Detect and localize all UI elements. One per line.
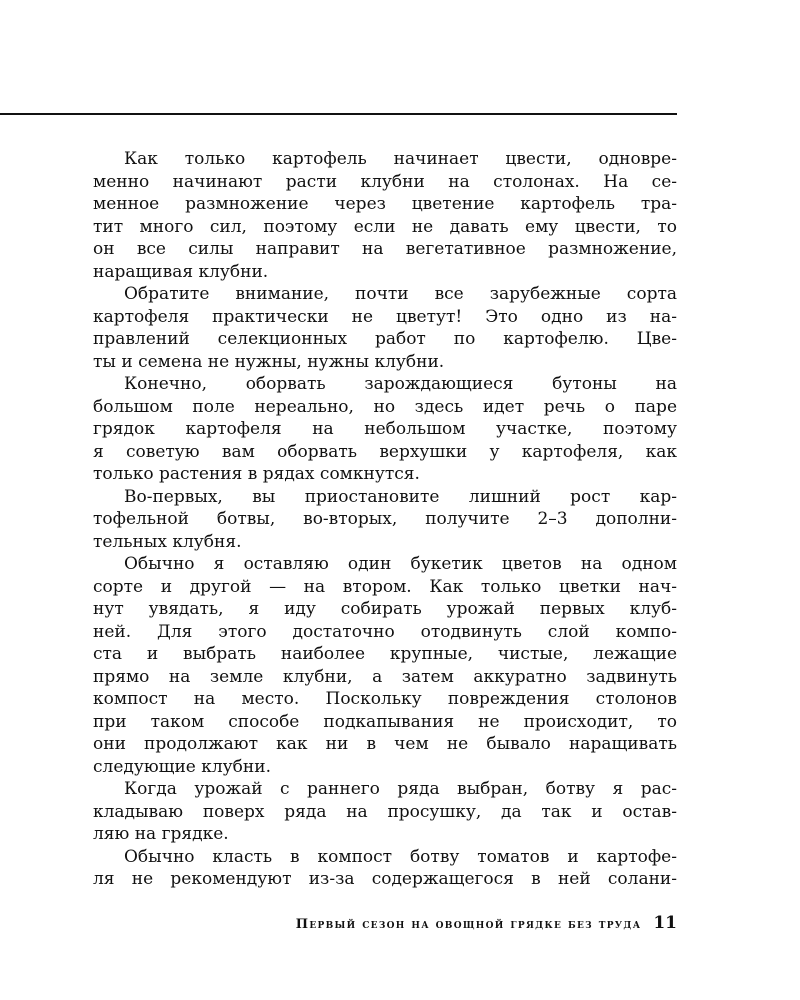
- text-line: кладываю поверх ряда на просушку, да так и остав-: [93, 801, 677, 822]
- text-line: компост на место. Поскольку повреждения столонов: [93, 689, 677, 709]
- header-rule: [0, 113, 677, 115]
- text-line: менное размножение через цветение картофель тра-: [93, 194, 677, 214]
- text-line: Как только картофель начинает цвести, одновре-: [124, 149, 677, 169]
- body-text: [93, 148, 677, 891]
- text-line: большом поле нереально, но здесь идет речь о паре: [93, 396, 677, 417]
- text-line: только растения в рядах сомкнутся.: [93, 464, 420, 484]
- text-line: сорте и другой — на втором. Как только цветки нач-: [93, 576, 677, 597]
- text-line: прямо на земле клубни, а затем аккуратно задвинуть: [93, 666, 677, 687]
- text-line: тельных клубня.: [93, 531, 242, 552]
- text-line: ней. Для этого достаточно отодвинуть слой компо-: [93, 621, 677, 642]
- text-line: картофеля практически не цветут! Это одно из на-: [93, 306, 677, 327]
- text-line: Когда урожай с раннего ряда выбран, ботву я рас-: [124, 779, 677, 799]
- text-line: Во-первых, вы приостановите лишний рост кар-: [124, 486, 677, 507]
- text-line: правлений селекционных работ по картофелю. Цве-: [93, 329, 677, 349]
- text-line: ляю на грядке.: [93, 824, 229, 844]
- text-line: Обратите внимание, почти все зарубежные сорта: [124, 284, 677, 304]
- text-line: Обычно класть в компост ботву томатов и картофе-: [124, 846, 677, 867]
- text-line: менно начинают расти клубни на столонах. На се-: [93, 171, 677, 192]
- text-line: наращивая клубни.: [93, 261, 269, 282]
- text-line: следующие клубни.: [93, 756, 271, 777]
- text-line: Обычно я оставляю один букетик цветов на одном: [124, 554, 677, 574]
- text-line: он все силы направит на вегетативное размножение,: [93, 239, 677, 259]
- text-line: тит много сил, поэтому если не давать ему цвести, то: [93, 216, 677, 237]
- page-footer: [93, 913, 677, 937]
- text-line: я советую вам оборвать верхушки у картофеля, как: [93, 441, 677, 462]
- running-title: Первый сезон на овощной грядке без труда: [295, 917, 642, 932]
- page-number: 11: [653, 913, 677, 933]
- text-line: ля не рекомендуют из-за содержащегося в ней солани-: [93, 869, 677, 889]
- text-line: Конечно, оборвать зарождающиеся бутоны на: [124, 374, 677, 394]
- text-line: ты и семена не нужны, нужны клубни.: [93, 351, 445, 372]
- text-line: тофельной ботвы, во-вторых, получите 2–3 дополни-: [93, 509, 677, 529]
- text-line: ста и выбрать наиболее крупные, чистые, лежащие: [93, 644, 677, 664]
- text-line: грядок картофеля на небольшом участке, поэтому: [93, 419, 677, 439]
- text-line: при таком способе подкапывания не происходит, то: [93, 711, 677, 732]
- text-line: нут увядать, я иду собирать урожай первых клуб-: [93, 599, 677, 619]
- text-line: они продолжают как ни в чем не бывало наращивать: [93, 734, 677, 754]
